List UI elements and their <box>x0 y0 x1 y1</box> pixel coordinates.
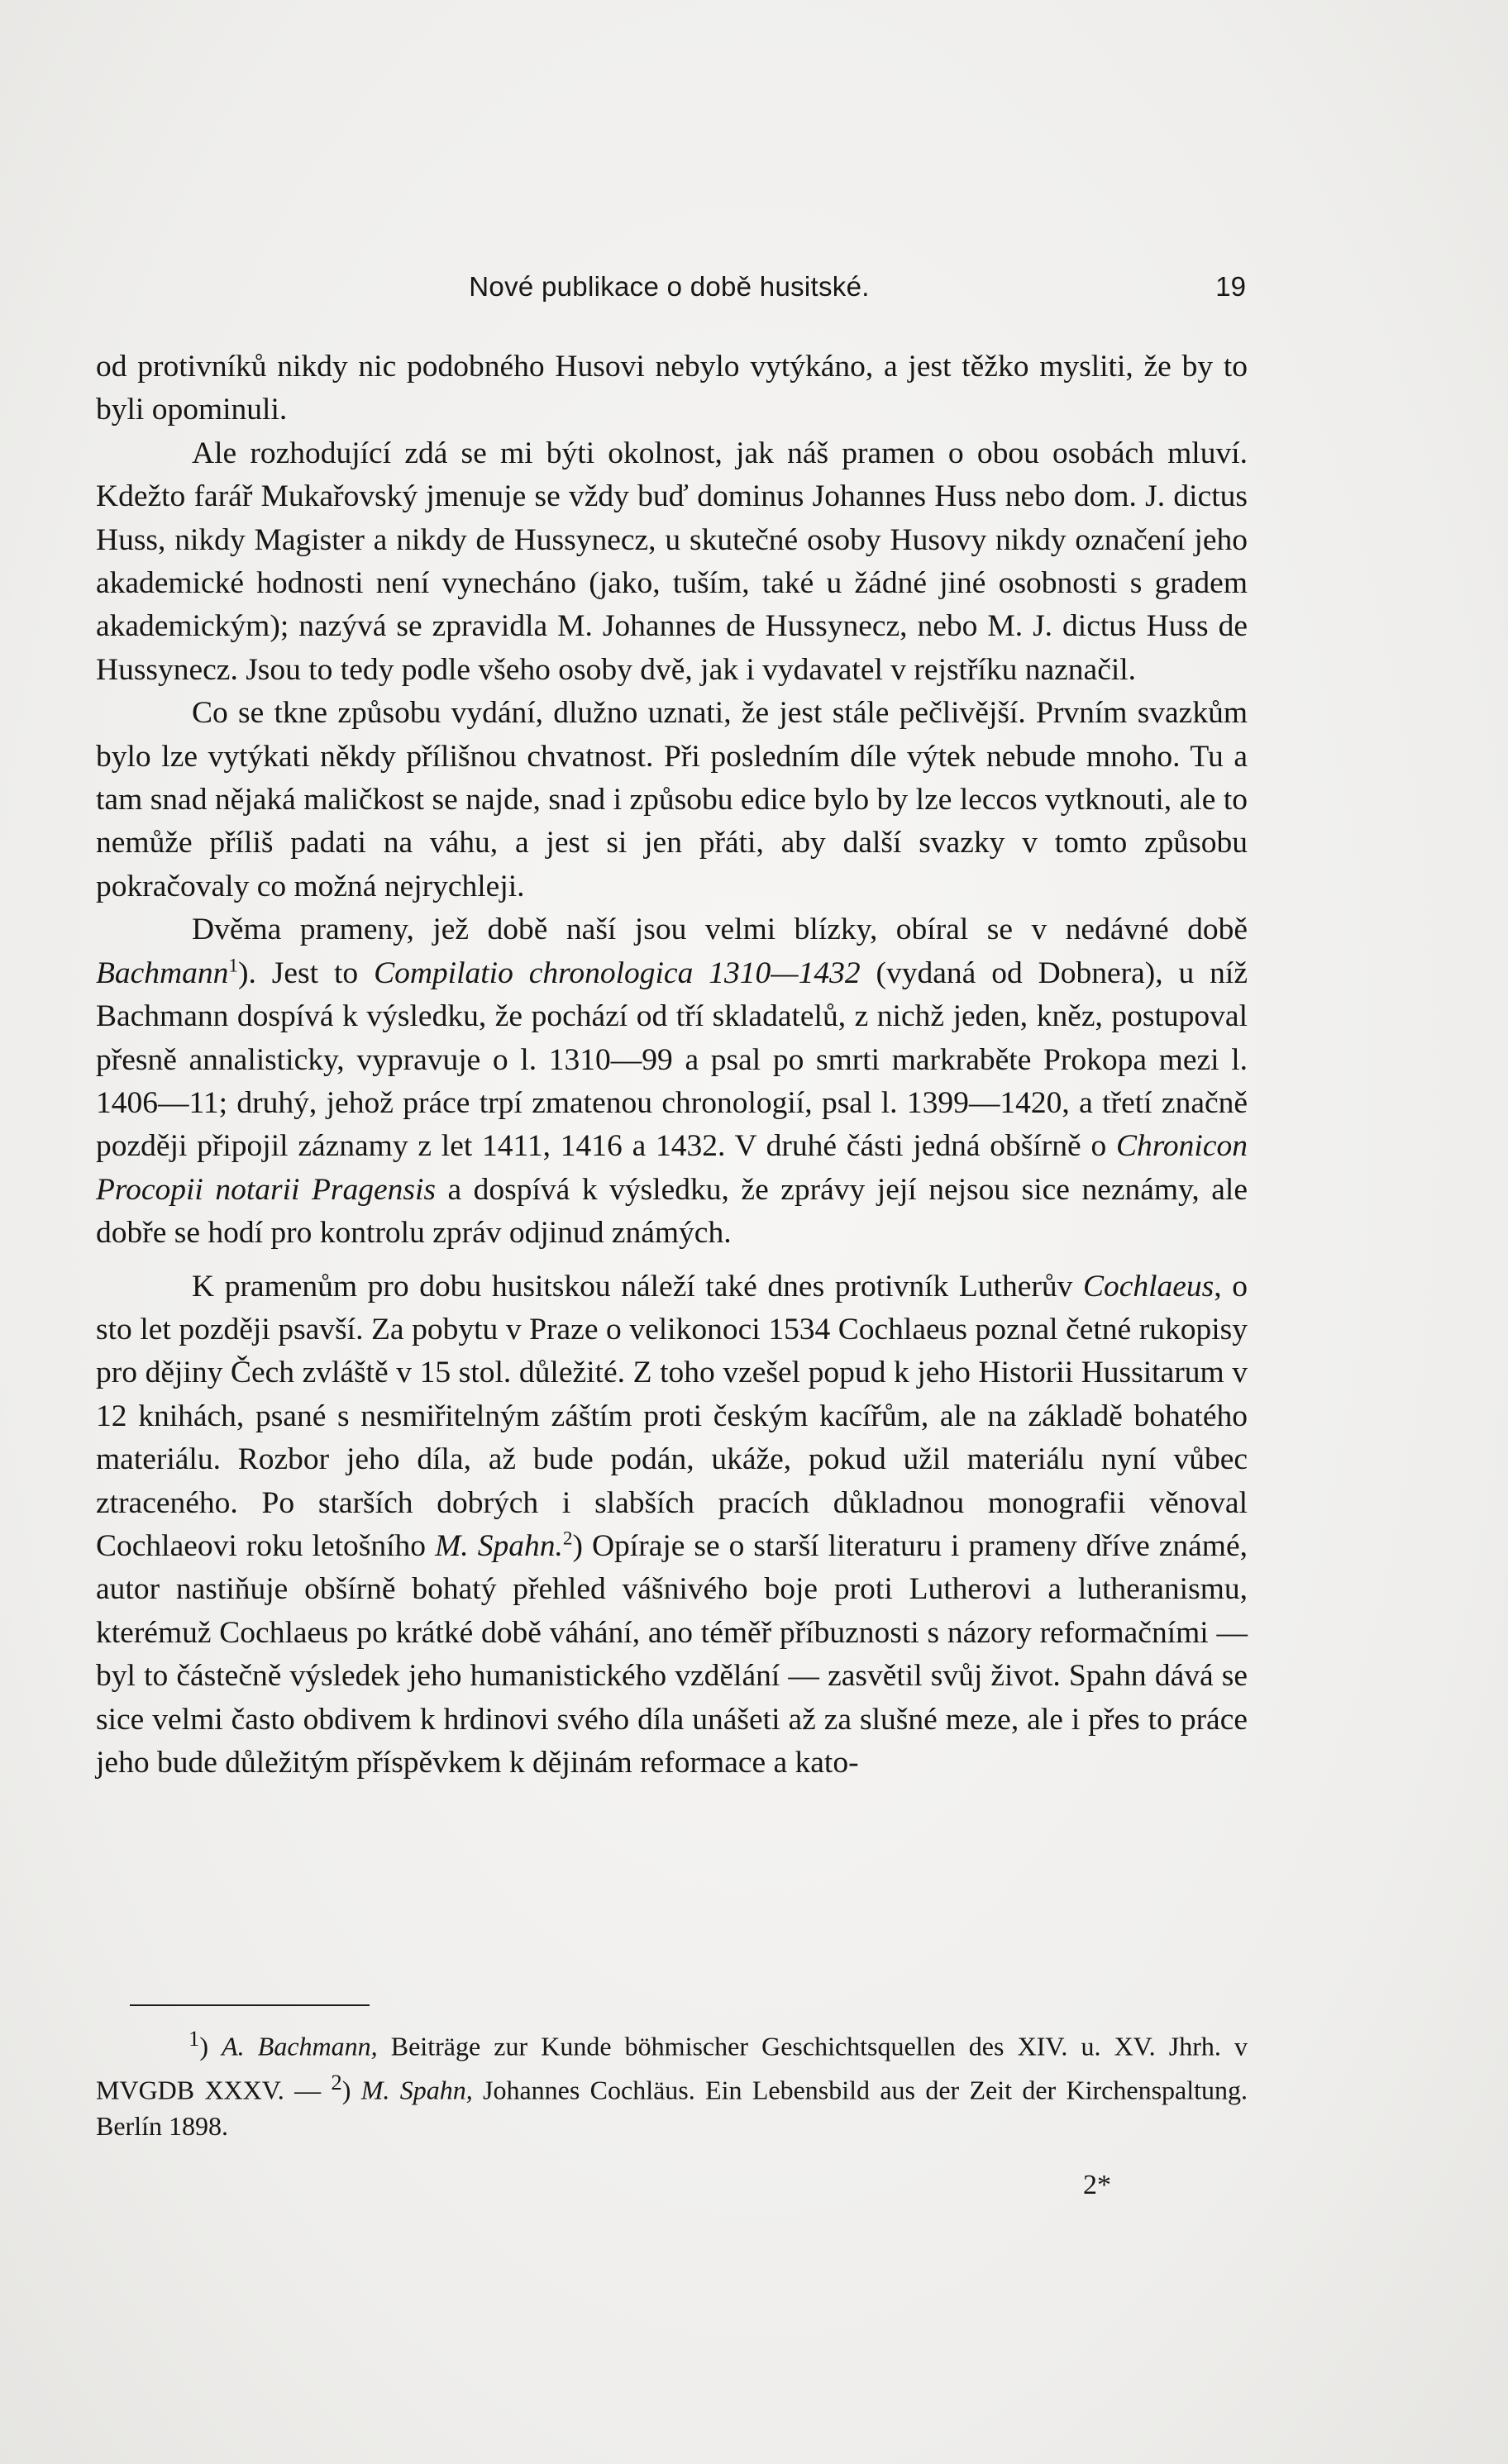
work-title: Compilatio chronologica 1310—1432 <box>374 956 861 990</box>
paragraph-5 <box>96 1265 1248 1785</box>
paragraph-2: Ale rozhodující zdá se mi býti okolnost, jak náš pramen o obou osobách mluví. Kdežto farář Mukařovský jmenuje se vždy buď dominus Johannes Huss nebo dom. J. dictus Huss, nikdy Magister a nikdy de Hussynecz, u skutečné osoby Husovy nikdy označení jeho akademické hodnosti není vynecháno (jako, tuším, také u žádné jiné osobnosti s gradem akademickým); nazývá se zpravidla M. Johannes de Hussynecz, nebo M. J. dictus Huss de Hussynecz. Jsou to tedy podle všeho osoby dvě, jak i vydavatel v rejstříku naznačil. <box>96 436 1248 687</box>
work-title: Chronicon Procopii notarii Pragensis <box>96 1129 1248 1207</box>
footnote-run: Beiträge zur Kunde böhmischer Geschichtsquellen des XIV. u. XV. Jhrh. v MVGDB XXXV. — <box>96 2031 1248 2105</box>
paragraph-3: Co se tkne způsobu vydání, dlužno uznati, že jest stále pečlivější. Prvním svazkům bylo lze vytýkati někdy přílišnou chvatnost. Při posledním díle výtek nebude mnoho. Tu a tam snad nějaká maličkost se najde, snad i způsobu edice bylo by lze leccos vytknouti, ale to nemůže příliš padati na váhu, a jest si jen přáti, aby další svazky v tomto způsobu pokračovaly co možná nejrychleji. <box>96 696 1248 903</box>
paragraph-4 <box>96 908 1248 1255</box>
footnote-text: $^1$) A. Bachmann, Beiträge zur Kunde böhmischer Geschichtsquellen des XIV. u. XV. Jhrh. v MVGDB XXXV. — $^2$) M. Spahn, Johannes Cochläus. Ein Lebensbild aus der Zeit der Kirchenspaltung. Berlín 1898. <box>96 2026 1248 2142</box>
footnote-author: M. Spahn, <box>360 2075 473 2105</box>
body-text <box>96 346 1248 1785</box>
footnote-ref-1: 1 <box>228 955 239 977</box>
text-run: K pramenům pro dobu husitskou náleží také dnes protivník Lutherův <box>192 1269 1083 1303</box>
footnote-divider <box>130 2004 370 2006</box>
page-header <box>93 271 1246 312</box>
page-number: 19 <box>1215 271 1246 302</box>
author-name: Cochlaeus <box>1082 1269 1215 1303</box>
paragraph-1: od protivníků nikdy nic podobného Husovi nebylo vytýkáno, a jest těžko mysliti, že by to byli opominuli. <box>96 350 1248 427</box>
text-run: Dvěma prameny, jež době naší jsou velmi blízky, obíral se v nedávné době <box>192 913 1248 947</box>
footnote-run: Johannes Cochläus. Ein Lebensbild aus der Zeit der Kirchenspaltung. Berlín 1898. <box>96 2075 1248 2142</box>
footnote-ref-2: 2 <box>562 1527 573 1550</box>
text-run: (vydaná od Dobnera), u níž Bachmann dospívá k výsledku, že pochází od tří skladatelů, z nichž jeden, kněz, postupoval přesně annalisticky, vypravuje o l. 1310—99 a psal po smrti markraběte Prokopa mezi l. 1406—11; druhý, jehož práce trpí zmatenou chronologií, psal l. 1399—1420, a třetí značně později připojil záznamy z let 1411, 1416 a 1432. V druhé části jedná obšírně o <box>96 956 1248 1164</box>
signature-mark: 2* <box>1083 2170 1111 2200</box>
text-run: ). Jest to <box>238 956 375 990</box>
text-run: a dospívá k výsledku, že zprávy její nejsou sice neznámy, ale dobře se hodí pro kontrolu zpráv odjinud známých. <box>96 1172 1248 1251</box>
author-name: Bachmann <box>96 956 229 990</box>
text-run: , o sto let později psavší. Za pobytu v Praze o velikonoci 1534 Cochlaeus poznal četné rukopisy pro dějiny Čech zvláště v 15 stol. důležité. Z toho vzešel popud k jeho Historii Hussitarum v 12 knihách, psané s nesmiřitelným záštím proti českým kacířům, ale na základě bohatého materiálu. Rozbor jeho díla, až bude podán, ukáže, pokud užil materiálu nyní vůbec ztraceného. Po starších dobrých i slabších pracích důkladnou monografii věnoval Cochlaeovi roku letošního <box>96 1269 1248 1563</box>
footnotes <box>96 2021 1248 2145</box>
running-title: Nové publikace o době husitské. <box>469 271 870 302</box>
footnote-number-1: 1 <box>188 2026 200 2051</box>
text-run: ) Opíraje se o starší literaturu i prameny dříve známé, autor nastiňuje obšírně bohatý přehled vášnivého boje proti Lutherovi a lutheranismu, kterémuž Cochlaeus po krátké době váhání, ano téměř příbuznosti s názory reformačními — byl to částečně výsledek jeho humanistického vzdělání — zasvětil svůj život. Spahn dává se sice velmi často obdivem k hrdinovi svého díla unášeti až za slušné meze, ale i přes to práce jeho bude důležitým příspěvkem k dějinám reformace a kato- <box>96 1528 1248 1780</box>
footnote-number-2: 2 <box>331 2070 342 2095</box>
footnote-author: A. Bachmann, <box>222 2031 378 2061</box>
author-name: M. Spahn. <box>435 1528 563 1563</box>
